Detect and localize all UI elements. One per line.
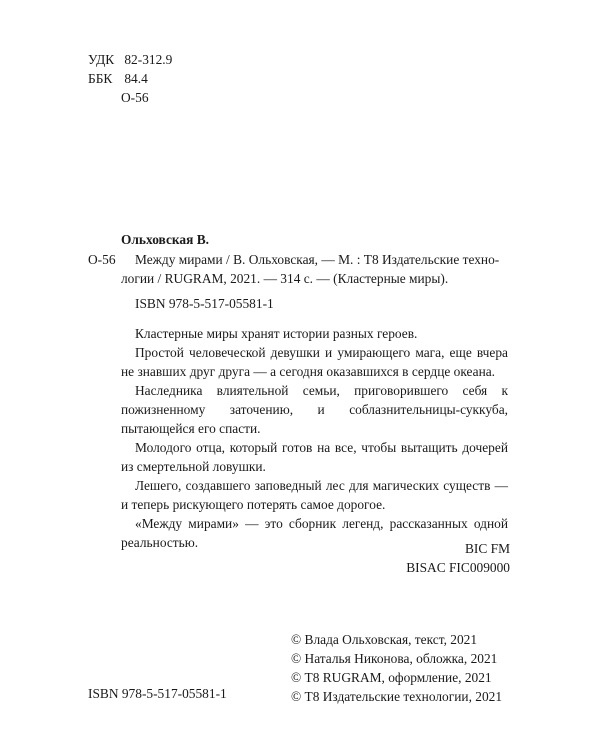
bbk-label: ББК [88,71,113,86]
record-line-2: логии / RUGRAM, 2021. — 314 с. — (Кластерные миры). [121,271,449,286]
copyright-line: © Т8 RUGRAM, оформление, 2021 [291,670,492,685]
udk-label: УДК [88,52,115,67]
author-code-top: О-56 [121,90,149,105]
annotation-paragraph: Простой человеческой девушки и умирающего мага, еще вчера не знавших друг друга — а сегодня оказавшихся в сердце океана. [121,345,508,379]
record-line-1: Между мирами / В. Ольховская, — М. : Т8 Издательские техно- [135,252,500,267]
annotation-paragraph: Лешего, создавшего заповедный лес для магических существ — и теперь рискующего потерять самое дорогое. [121,478,508,512]
author-heading: Ольховская В. [121,232,209,247]
annotation-paragraph: Наследника влиятельной семьи, приговорившего себя к пожизненному заточению, и соблазнительницы-суккуба, пытающейся его спасти. [121,383,508,436]
bic-code: BIC FM [464,541,510,556]
annotation-paragraph: Молодого отца, который готов на все, чтобы вытащить дочерей из смертельной ловушки. [121,440,508,474]
copyright-line: © Т8 Издательские технологии, 2021 [291,689,503,704]
copyright-block [291,630,502,706]
record-isbn: ISBN 978-5-517-05581-1 [135,296,274,311]
copyright-line: © Наталья Никонова, обложка, 2021 [291,651,498,666]
author-code: О-56 [88,252,116,267]
footer-isbn: ISBN 978-5-517-05581-1 [88,686,227,701]
annotation [121,324,508,552]
bbk-line [88,69,148,88]
bbk-value: 84.4 [124,71,148,86]
annotation-paragraph: Кластерные миры хранят истории разных героев. [135,326,418,341]
copyright-line: © Влада Ольховская, текст, 2021 [291,632,478,647]
udk-line [88,50,172,69]
bisac-code: BISAC FIC009000 [406,560,510,575]
annotation-paragraph: «Между мирами» — это сборник легенд, рассказанных одной реальностью. [121,516,508,550]
udk-value: 82-312.9 [124,52,173,67]
